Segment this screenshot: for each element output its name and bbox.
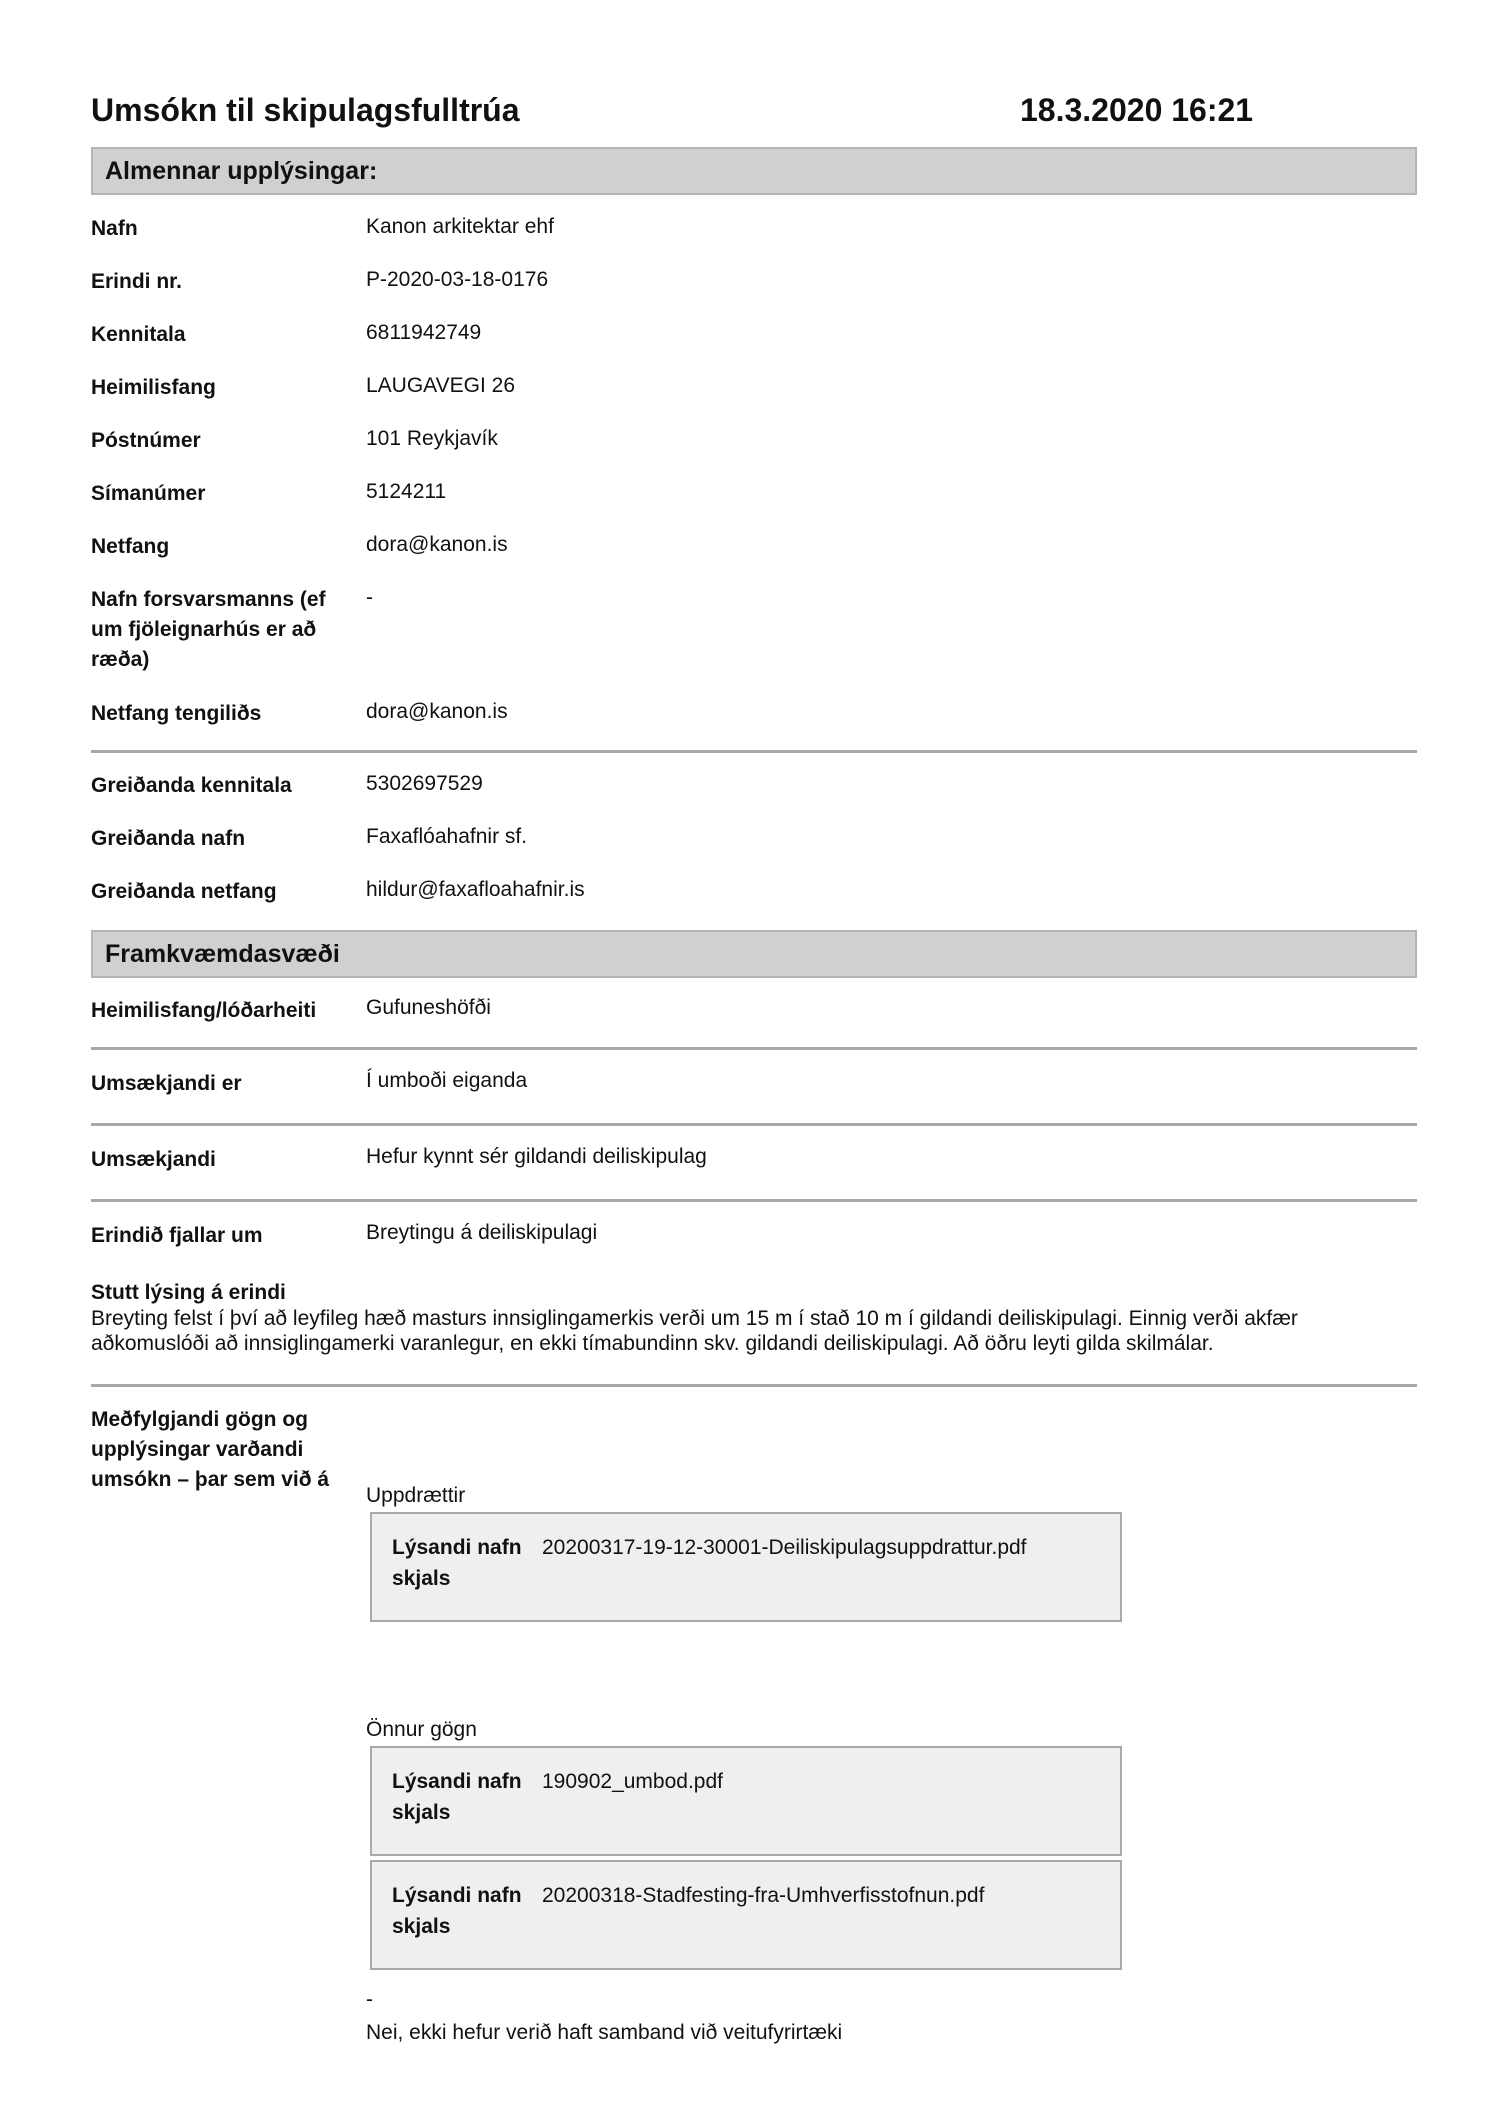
field-value-phone: 5124211 [366, 480, 447, 503]
section-header-general [91, 147, 1417, 195]
field-label-representative: Nafn forsvarsmanns (ef um fjöleignarhús er að ræða) [91, 588, 326, 671]
field-value-payer-name: Faxaflóahafnir sf. [366, 825, 528, 848]
submission-datetime: 18.3.2020 16:21 [1020, 92, 1254, 128]
utility-contact-note: Nei, ekki hefur verið haft samband við veitufyrirtæki [366, 2021, 843, 2044]
description-label: Stutt lýsing á erindi [91, 1281, 286, 1304]
field-value-address: LAUGAVEGI 26 [366, 374, 516, 397]
other-docs-caption: Önnur gögn [366, 1718, 477, 1741]
field-label-name: Nafn [91, 217, 138, 240]
field-value-postal-code: 101 Reykjavík [366, 427, 498, 450]
section-title: Framkvæmdasvæði [105, 940, 340, 968]
divider [91, 750, 1417, 753]
divider [91, 1047, 1417, 1050]
field-label-contact-email: Netfang tengiliðs [91, 702, 262, 725]
field-label-payer-email: Greiðanda netfang [91, 880, 277, 903]
section-header-area [91, 930, 1417, 978]
field-label-id-number: Kennitala [91, 323, 186, 346]
field-label-address: Heimilisfang [91, 376, 216, 399]
attachment-filename[interactable]: 190902_umbod.pdf [542, 1770, 723, 1793]
field-value-payer-email: hildur@faxafloahafnir.is [366, 878, 585, 901]
divider [91, 1123, 1417, 1126]
attachment-label: Lýsandi nafn skjals [392, 1770, 522, 1824]
field-value-contact-email: dora@kanon.is [366, 700, 508, 723]
field-label-case-number: Erindi nr. [91, 270, 183, 293]
attachments-label: Meðfylgjandi gögn og upplýsingar varðandi umsókn – þar sem við á [91, 1408, 330, 1491]
attachment-filename[interactable]: 20200318-Stadfesting-fra-Umhverfisstofnun.pdf [542, 1884, 985, 1907]
section-title: Almennar upplýsingar: [105, 157, 378, 185]
field-label-postal-code: Póstnúmer [91, 429, 201, 452]
divider [91, 1384, 1417, 1387]
field-value-id-number: 6811942749 [366, 321, 482, 344]
field-value-name: Kanon arkitektar ehf [366, 215, 554, 238]
page-title: Umsókn til skipulagsfulltrúa [91, 92, 520, 128]
field-value-case-number: P-2020-03-18-0176 [366, 268, 549, 291]
attachment-label: Lýsandi nafn skjals [392, 1536, 522, 1590]
field-label-payer-id: Greiðanda kennitala [91, 774, 292, 797]
field-value-lot-address: Gufuneshöfði [366, 996, 491, 1019]
attachment-item[interactable] [370, 1512, 1122, 1622]
field-value-applicant-status: Í umboði eiganda [366, 1069, 528, 1092]
field-value-applicant: Hefur kynnt sér gildandi deiliskipulag [366, 1145, 707, 1168]
attachment-item[interactable] [370, 1860, 1122, 1970]
field-value-payer-id: 5302697529 [366, 772, 483, 795]
field-value-subject: Breytingu á deiliskipulagi [366, 1221, 598, 1244]
field-label-subject: Erindið fjallar um [91, 1224, 263, 1247]
attachment-item[interactable] [370, 1746, 1122, 1856]
attachment-filename[interactable]: 20200317-19-12-30001-Deiliskipulagsuppdrattur.pdf [542, 1536, 1027, 1559]
field-label-lot-address: Heimilisfang/lóðarheiti [91, 999, 317, 1022]
field-label-phone: Símanúmer [91, 482, 206, 505]
attachment-label: Lýsandi nafn skjals [392, 1884, 522, 1938]
divider [91, 1199, 1417, 1202]
field-label-applicant-status: Umsækjandi er [91, 1072, 242, 1095]
dash-value: - [366, 1988, 373, 2011]
field-label-payer-name: Greiðanda nafn [91, 827, 246, 850]
field-value-email: dora@kanon.is [366, 533, 508, 556]
field-label-applicant: Umsækjandi [91, 1148, 216, 1171]
field-value-representative: - [366, 586, 373, 609]
description-text: Breyting felst í því að leyfileg hæð masturs innsiglingamerkis verði um 15 m í stað 10 m í gildandi deiliskipulagi. Einnig verði akfær aðkomuslóði að innsiglingamerki varanlegur, en ekki tímabundinn skv. gildandi deiliskipulagi. Að öðru leyti gilda skilmálar. [91, 1307, 1298, 1355]
field-label-email: Netfang [91, 535, 170, 558]
drawings-caption: Uppdrættir [366, 1484, 466, 1507]
